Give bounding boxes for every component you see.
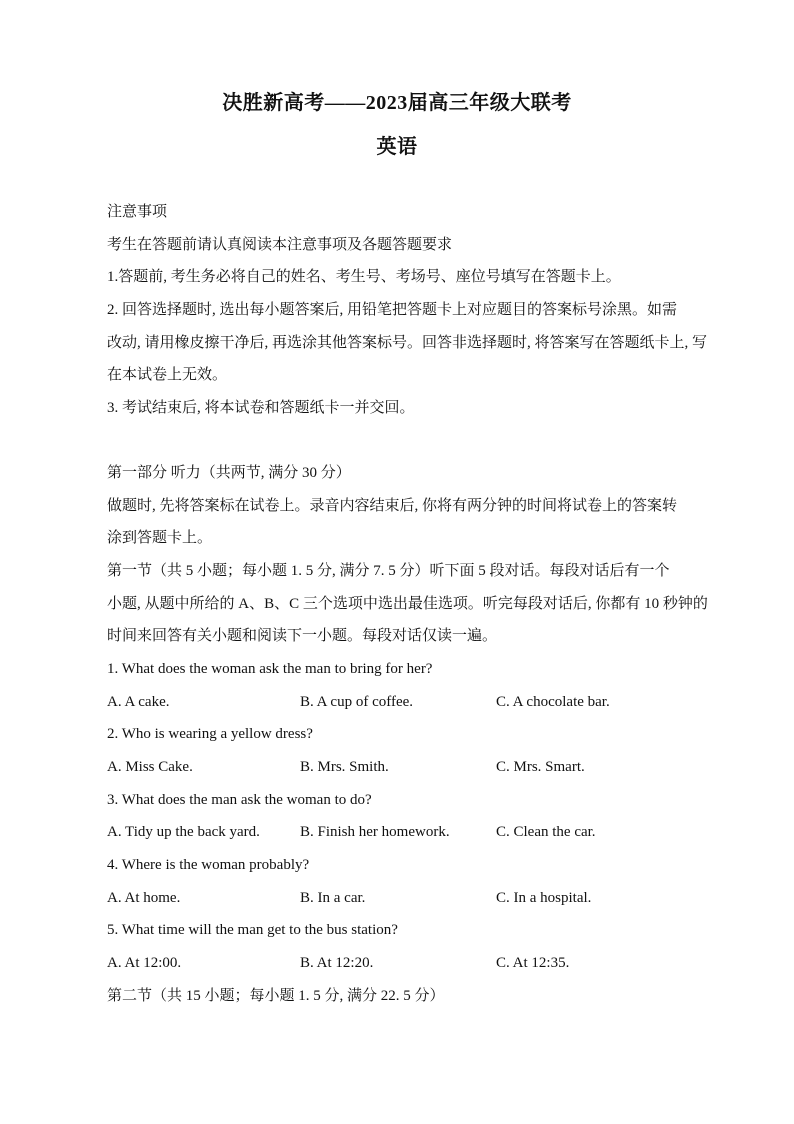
part1-heading: 第一部分 听力（共两节, 满分 30 分） [107, 465, 351, 481]
exam-title: 决胜新高考——2023届高三年级大联考 [222, 92, 572, 114]
question-1-option-c: C. A chocolate bar. [496, 694, 610, 710]
question-2-option-b: B. Mrs. Smith. [300, 759, 389, 775]
question-4-option-a: A. At home. [107, 890, 181, 906]
notice-item-3: 3. 考试结束后, 将本试卷和答题纸卡一并交回。 [107, 400, 415, 416]
section1-line-1: 第一节（共 5 小题；每小题 1. 5 分, 满分 7. 5 分）听下面 5 段对话。每段对话后有一个 [107, 563, 670, 579]
question-5-stem: 5. What time will the man get to the bus station? [107, 922, 398, 938]
notice-item-1: 1.答题前, 考生务必将自己的姓名、考生号、考场号、座位号填写在答题卡上。 [107, 269, 621, 285]
question-2-option-a: A. Miss Cake. [107, 759, 193, 775]
question-5-option-b: B. At 12:20. [300, 955, 374, 971]
question-1-stem: 1. What does the woman ask the man to bring for her? [107, 661, 433, 677]
question-3-option-b: B. Finish her homework. [300, 824, 450, 840]
question-1-option-b: B. A cup of coffee. [300, 694, 414, 710]
notice-item-2-line-2: 改动, 请用橡皮擦干净后, 再选涂其他答案标号。回答非选择题时, 将答案写在答题纸卡上, 写 [107, 335, 708, 351]
notice-heading: 注意事项 [107, 204, 168, 220]
question-1-option-a: A. A cake. [107, 694, 170, 710]
question-4-option-c: C. In a hospital. [496, 890, 592, 906]
exam-subject: 英语 [376, 136, 418, 158]
notice-item-2-line-3: 在本试卷上无效。 [107, 367, 228, 383]
question-3-option-c: C. Clean the car. [496, 824, 596, 840]
question-3-stem: 3. What does the man ask the woman to do? [107, 792, 372, 808]
question-5-option-a: A. At 12:00. [107, 955, 182, 971]
section2-heading: 第二节（共 15 小题；每小题 1. 5 分, 满分 22. 5 分） [107, 988, 445, 1004]
part1-desc-line-1: 做题时, 先将答案标在试卷上。录音内容结束后, 你将有两分钟的时间将试卷上的答案转 [107, 498, 678, 514]
question-3-option-a: A. Tidy up the back yard. [107, 824, 260, 840]
question-2-option-c: C. Mrs. Smart. [496, 759, 585, 775]
section1-line-3: 时间来回答有关小题和阅读下一小题。每段对话仅读一遍。 [107, 628, 498, 644]
notice-intro: 考生在答题前请认真阅读本注意事项及各题答题要求 [107, 237, 453, 253]
section1-line-2: 小题, 从题中所给的 A、B、C 三个选项中选出最佳选项。听完每段对话后, 你都有 10 秒钟的 [107, 596, 708, 612]
question-5-option-c: C. At 12:35. [496, 955, 570, 971]
part1-desc-line-2: 涂到答题卡上。 [107, 530, 213, 546]
notice-item-2-line-1: 2. 回答选择题时, 选出每小题答案后, 用铅笔把答题卡上对应题目的答案标号涂黑。如需 [107, 302, 678, 318]
question-4-stem: 4. Where is the woman probably? [107, 857, 310, 873]
question-4-option-b: B. In a car. [300, 890, 366, 906]
question-2-stem: 2. Who is wearing a yellow dress? [107, 726, 313, 742]
